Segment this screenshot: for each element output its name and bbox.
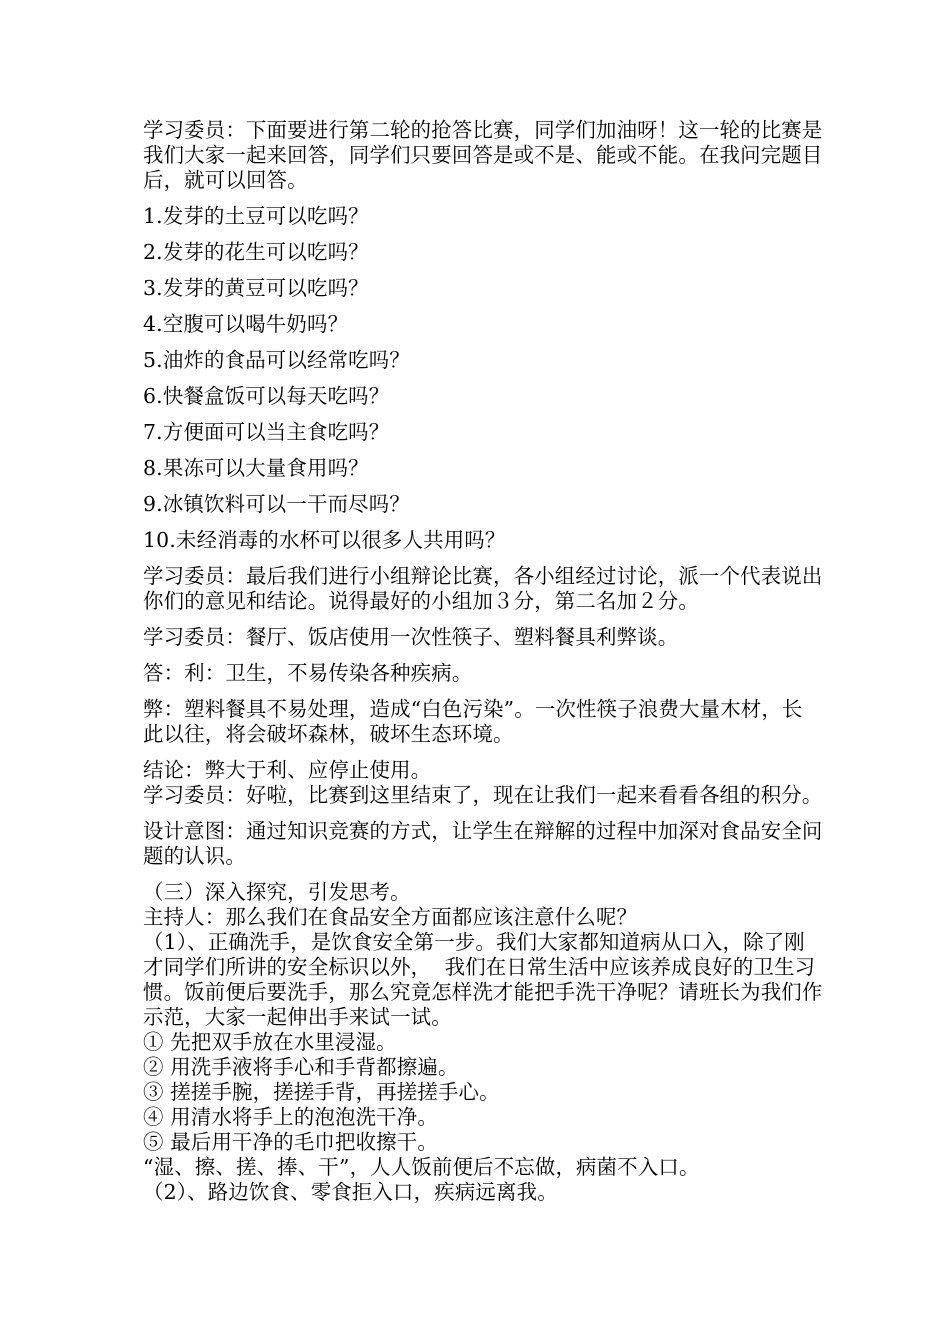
paragraph-conclusion: 结论：弊大于利、应停止使用。	[143, 758, 432, 782]
question-8: 8.果冻可以大量食用吗？	[143, 456, 369, 480]
step-5: ⑤ 最后用干净的毛巾把收擦干。	[143, 1130, 438, 1154]
paragraph-debate-topic: 学习委员：餐厅、饭店使用一次性筷子、塑料餐具利弊谈。	[143, 625, 679, 649]
paragraph-debate-intro: 学习委员：最后我们进行小组辩论比赛，各小组经过讨论，派一个代表说出你们的意见和结论。说得最好的小组加３分，第二名加２分。	[143, 564, 823, 613]
paragraph-handwashing: （1）、正确洗手，是饮食安全第一步。我们大家都知道病从口入，除了刚才同学们所讲的安全标识以外， 我们在日常生活中应该养成良好的卫生习惯。饭前便后要洗手，那么究竟怎样洗才能把手洗干净呢？请班长为我们作示范，大家一起伸出手来试一试。	[143, 930, 823, 1029]
question-6: 6.快餐盒饭可以每天吃吗？	[143, 384, 390, 408]
paragraph-street-food: （2）、路边饮食、零食拒入口，疾病远离我。	[143, 1180, 558, 1204]
paragraph-slogan: “湿、擦、搓、捧、干”，人人饭前便后不忘做，病菌不入口。	[143, 1155, 700, 1179]
paragraph-design-intent: 设计意图：通过知识竞赛的方式，让学生在辩解的过程中加深对食品安全问题的认识。	[143, 819, 823, 868]
section-heading-3: （三）深入探究，引发思考。	[143, 880, 411, 904]
question-5: 5.油炸的食品可以经常吃吗？	[143, 348, 410, 372]
question-10: 10.未经消毒的水杯可以很多人共用吗？	[143, 528, 506, 552]
question-9: 9.冰镇饮料可以一干而尽吗？	[143, 492, 410, 516]
document-page	[143, 118, 823, 1205]
paragraph-host-question: 主持人：那么我们在食品安全方面都应该注意什么呢？	[143, 905, 638, 929]
question-2: 2.发芽的花生可以吃吗？	[143, 240, 369, 264]
question-1: 1.发芽的土豆可以吃吗？	[143, 204, 369, 228]
paragraph-scores: 学习委员：好啦，比赛到这里结束了，现在让我们一起来看看各组的积分。	[143, 783, 823, 807]
question-4: 4.空腹可以喝牛奶吗？	[143, 312, 349, 336]
question-3: 3.发芽的黄豆可以吃吗？	[143, 276, 369, 300]
step-1: ① 先把双手放在水里浸湿。	[143, 1030, 397, 1054]
paragraph-answer-cons: 弊：塑料餐具不易处理，造成“白色污染”。一次性筷子浪费大量木材，长此以往，将会破坏森林，破坏生态环境。	[143, 697, 803, 746]
step-2: ② 用洗手液将手心和手背都擦遍。	[143, 1055, 459, 1079]
paragraph-quiz-intro: 学习委员：下面要进行第二轮的抢答比赛，同学们加油呀！这一轮的比赛是我们大家一起来回答，同学们只要回答是或不是、能或不能。在我问完题目后，就可以回答。	[143, 118, 823, 192]
paragraph-answer-pros: 答：利：卫生，不易传染各种疾病。	[143, 661, 473, 685]
step-3: ③ 搓搓手腕，搓搓手背，再搓搓手心。	[143, 1080, 500, 1104]
question-7: 7.方便面可以当主食吃吗？	[143, 420, 390, 444]
step-4: ④ 用清水将手上的泡泡洗干净。	[143, 1105, 438, 1129]
